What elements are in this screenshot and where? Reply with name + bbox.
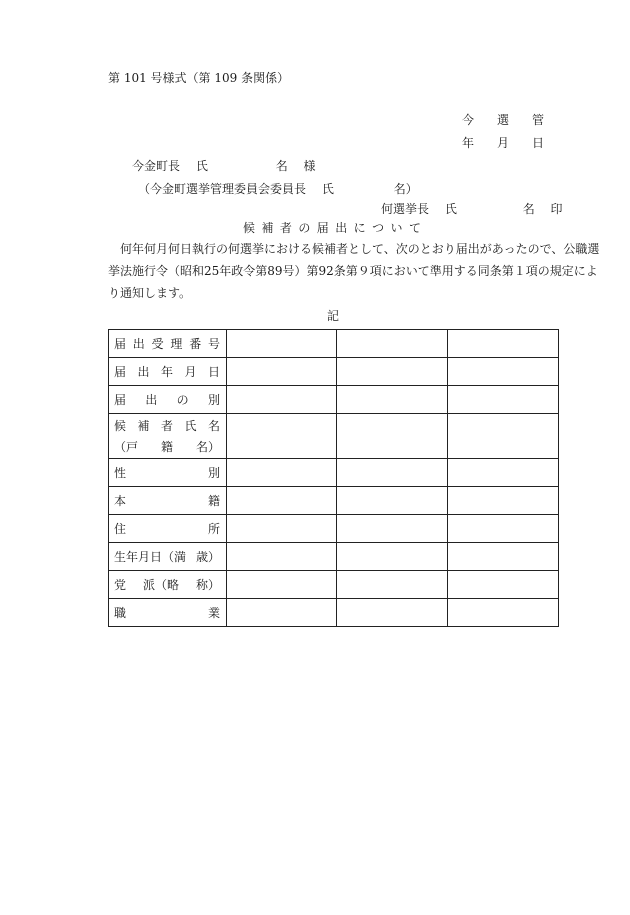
- label-char: 出: [132, 337, 145, 351]
- row-label-cell: [109, 330, 227, 358]
- entry-cell[interactable]: [448, 386, 559, 414]
- title-char: 出: [335, 221, 348, 235]
- label-char: の: [176, 393, 189, 407]
- entry-cell[interactable]: [227, 599, 337, 627]
- entry-cell[interactable]: [337, 487, 448, 515]
- label-char: 理: [170, 337, 183, 351]
- label-char: 職: [114, 606, 127, 620]
- sender-mei: 名: [522, 202, 535, 216]
- label-char: 生年月日（満: [114, 550, 187, 564]
- label-char: 出: [145, 393, 158, 407]
- addressee-sama: 様: [303, 159, 316, 173]
- entry-cell[interactable]: [227, 487, 337, 515]
- table-row: [109, 487, 559, 515]
- table-row: [109, 571, 559, 599]
- issuer-line: [462, 111, 544, 128]
- entry-cell[interactable]: [337, 571, 448, 599]
- table-row: [109, 330, 559, 358]
- table-row: [109, 414, 559, 459]
- sublabel-char: 籍: [160, 440, 173, 454]
- entry-cell[interactable]: [448, 599, 559, 627]
- sublabel-char: 名）: [195, 440, 220, 454]
- entry-cell[interactable]: [337, 599, 448, 627]
- entry-cell[interactable]: [337, 543, 448, 571]
- label-char: 届: [114, 365, 127, 379]
- label-char: 所: [207, 522, 220, 536]
- issuer-char: 今: [462, 113, 475, 127]
- entry-cell[interactable]: [448, 414, 559, 459]
- sender-title: 何選挙長: [381, 202, 430, 216]
- entry-cell[interactable]: [448, 515, 559, 543]
- row-label-cell: [109, 414, 227, 459]
- label-char: 称）: [195, 578, 220, 592]
- notice-body: 何年何月何日執行の何選挙における候補者として、次のとおり届出があったので、公職選挙法施行令（昭和25年政令第89号）第92条第９項において準用する同条第１項の規定により通知します。: [108, 242, 600, 300]
- title-char: つ: [372, 221, 385, 235]
- label-char: 別: [207, 393, 220, 407]
- row-label-cell: [109, 599, 227, 627]
- entry-cell[interactable]: [227, 358, 337, 386]
- row-label-cell: [109, 543, 227, 571]
- notification-table: [108, 329, 559, 627]
- entry-cell[interactable]: [227, 330, 337, 358]
- addressee-shi: 氏: [195, 159, 208, 173]
- entry-cell[interactable]: [227, 459, 337, 487]
- label-char: 別: [207, 466, 220, 480]
- entry-cell[interactable]: [448, 358, 559, 386]
- title-char: て: [408, 221, 421, 235]
- label-char: 候: [114, 419, 127, 433]
- entry-cell[interactable]: [227, 515, 337, 543]
- entry-cell[interactable]: [448, 571, 559, 599]
- addressee-alt-line: [138, 180, 418, 197]
- entry-cell[interactable]: [448, 487, 559, 515]
- label-char: 籍: [207, 494, 220, 508]
- label-char: 住: [114, 522, 127, 536]
- title-char: 補: [261, 221, 274, 235]
- table-row: [109, 543, 559, 571]
- row-label-cell: [109, 571, 227, 599]
- label-char: 補: [137, 419, 150, 433]
- row-label-cell: [109, 487, 227, 515]
- table-row: [109, 358, 559, 386]
- label-char: 日: [207, 365, 220, 379]
- label-char: 出: [137, 365, 150, 379]
- label-char: 業: [207, 606, 220, 620]
- label-char: 性: [114, 466, 127, 480]
- label-char: 年: [160, 365, 173, 379]
- label-char: 月: [184, 365, 197, 379]
- addressee-alt-shi: 氏: [321, 182, 334, 196]
- date-month-label: 月: [496, 136, 509, 150]
- title-char: の: [298, 221, 311, 235]
- label-char: 届: [114, 337, 127, 351]
- row-label-cell: [109, 459, 227, 487]
- label-char: 者: [160, 419, 173, 433]
- entry-cell[interactable]: [337, 414, 448, 459]
- label-char: 名: [207, 419, 220, 433]
- addressee-alt-title: （今金町選挙管理委員会委員長: [138, 182, 307, 196]
- addressee-line: [132, 157, 316, 174]
- date-year-label: 年: [462, 136, 475, 150]
- sender-line: [381, 200, 563, 217]
- entry-cell[interactable]: [337, 358, 448, 386]
- row-label-cell: [109, 515, 227, 543]
- entry-cell[interactable]: [337, 386, 448, 414]
- label-char: 届: [114, 393, 127, 407]
- title-char: 届: [316, 221, 329, 235]
- entry-cell[interactable]: [337, 515, 448, 543]
- document-title: [243, 219, 421, 236]
- entry-cell[interactable]: [448, 330, 559, 358]
- label-char: 本: [114, 494, 127, 508]
- addressee-mei: 名: [275, 159, 288, 173]
- entry-cell[interactable]: [448, 543, 559, 571]
- entry-cell[interactable]: [227, 571, 337, 599]
- label-char: 党: [114, 578, 127, 592]
- entry-cell[interactable]: [227, 414, 337, 459]
- label-char: 受: [151, 337, 164, 351]
- row-label-cell: [109, 358, 227, 386]
- entry-cell[interactable]: [227, 386, 337, 414]
- sublabel-char: （戸: [114, 440, 139, 454]
- form-number: 第 101 号様式（第 109 条関係）: [108, 71, 290, 85]
- label-char: 氏: [184, 419, 197, 433]
- label-char: 番: [189, 337, 202, 351]
- entry-cell[interactable]: [448, 459, 559, 487]
- title-char: に: [353, 221, 366, 235]
- title-char: 者: [279, 221, 292, 235]
- note-label: 記: [327, 309, 340, 323]
- label-char: 派（略: [142, 578, 179, 592]
- date-line: [462, 134, 544, 151]
- table-row: [109, 459, 559, 487]
- seal-mark: 印: [550, 202, 563, 216]
- title-char: 候: [243, 221, 256, 235]
- title-char: い: [390, 221, 403, 235]
- table-row: [109, 515, 559, 543]
- issuer-char: 管: [531, 113, 544, 127]
- table-row: [109, 386, 559, 414]
- label-char: 号: [207, 337, 220, 351]
- row-label-cell: [109, 386, 227, 414]
- issuer-char: 選: [496, 113, 509, 127]
- entry-cell[interactable]: [337, 459, 448, 487]
- entry-cell[interactable]: [227, 543, 337, 571]
- table-row: [109, 599, 559, 627]
- addressee-alt-mei: 名）: [393, 182, 418, 196]
- addressee-title: 今金町長: [132, 159, 181, 173]
- date-day-label: 日: [531, 136, 544, 150]
- entry-cell[interactable]: [337, 330, 448, 358]
- sender-shi: 氏: [444, 202, 457, 216]
- label-char: 歳）: [195, 550, 220, 564]
